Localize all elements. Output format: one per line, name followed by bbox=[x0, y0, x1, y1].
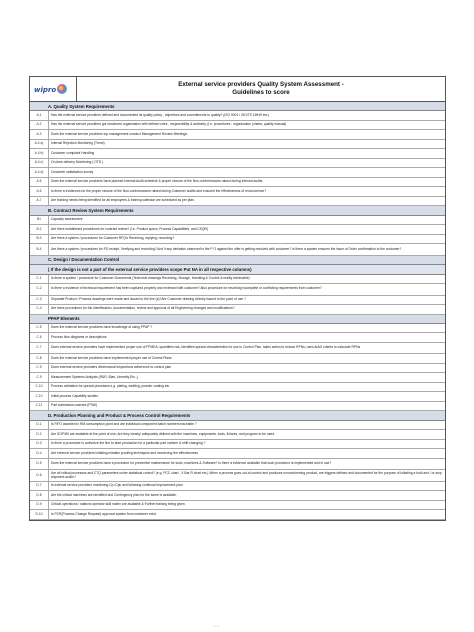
question-code: D.5 bbox=[30, 459, 49, 470]
logo-flower-icon bbox=[57, 84, 67, 94]
question-text: Is there a evidences for the proper closure of the Non-conformances raised during Customer audits and ensured the effectiveness of reoccurrence? bbox=[51, 188, 267, 193]
question-code: D.4 bbox=[30, 449, 49, 458]
question-text: Is there a system / procedure for Customer Documents (Technical drawings Receiving, Storage, Handling & Control & reality retrievable) bbox=[51, 275, 250, 280]
section-heading: A. Quality System Requirements bbox=[30, 102, 445, 111]
question-row bbox=[30, 430, 445, 440]
question-code: A.1 bbox=[30, 111, 49, 120]
question-row bbox=[30, 111, 445, 121]
question-code: C.5 bbox=[30, 324, 49, 333]
document-title bbox=[77, 77, 445, 101]
question-row bbox=[30, 275, 445, 285]
question-row bbox=[30, 178, 445, 188]
question-code: C.8 bbox=[30, 354, 49, 363]
question-text: Has the external service providers got structured organization with defined roles , responsibility & authority. (i.e. procedures , organization (charts, quality manual) bbox=[51, 122, 287, 127]
question-text: Are there a system / procedures for PO receipt, Verifying and recording? And if any deviation observed in the P O against the offer is getting resolved with customer? Is there a system ensures the issue of Order confirmation to the customer? bbox=[51, 246, 402, 251]
question-code: D.8 bbox=[30, 491, 49, 500]
question-row bbox=[30, 324, 445, 334]
question-code: C.4 bbox=[30, 305, 49, 314]
question-row bbox=[30, 159, 445, 169]
question-code: C.7 bbox=[30, 343, 49, 354]
question-code: A.3 bbox=[30, 130, 49, 139]
question-row bbox=[30, 482, 445, 492]
question-code: D.1 bbox=[30, 421, 49, 430]
question-code: D.6 bbox=[30, 470, 49, 481]
page-indicator: 1 / 1 bbox=[214, 624, 220, 628]
question-row bbox=[30, 491, 445, 501]
question-row bbox=[30, 343, 445, 355]
title-row bbox=[30, 77, 445, 102]
question-row bbox=[30, 354, 445, 364]
question-code: B1 bbox=[30, 216, 49, 225]
title-line-2: Guidelines to score bbox=[232, 88, 290, 96]
question-text: Critical operations / stations operator skill matrix are available & Further training being given. bbox=[51, 502, 186, 507]
question-text: Is there a evidence of technical requirement has been captured properly and reviewed with customer? Also procedure for resolving incomplete or conflicting requirements from customer? bbox=[51, 286, 322, 291]
question-text: Separate Product / Process drawings were made and issued to the line (s)?Are Customer drawing directly issued to the point of use ? bbox=[51, 296, 246, 301]
sections-container bbox=[30, 102, 445, 520]
question-code: D.3 bbox=[30, 440, 49, 449]
question-code: A.4 b) bbox=[30, 149, 49, 158]
question-text: Does the external service providers have knowledge of using PPAP ? bbox=[51, 325, 153, 330]
question-text: Is PCR(Process Change Request) approval system from customer exist bbox=[51, 511, 156, 516]
question-text: Is FIFO awarded in RM consumption point and are individual component batch numbers traceable ? bbox=[51, 422, 197, 427]
question-text: Does external service providers have implemented proper use of PFMEA: quantities risk, identifies special characteristics for use in Control Plan, takes action to reduce RPNs; uses AIAG criteria to calculate RPNs bbox=[51, 345, 361, 350]
wipro-logo bbox=[34, 80, 70, 98]
question-row bbox=[30, 440, 445, 450]
question-code: A.2 bbox=[30, 121, 49, 130]
logo-text: wipro bbox=[34, 86, 57, 94]
logo-cell bbox=[30, 77, 77, 101]
section-heading: D. Production Planning and Product & Process Control Requirements bbox=[30, 411, 445, 420]
question-text: Are all critical processes and CTQ parameters under statistical control? (e.g. PCC chart , X Bar R chart etc.) When a process goes out-of-control and produces nonconforming product, are triggers defined and documented for the purpose of initiating a hold and / or stop shipment action? bbox=[51, 470, 442, 479]
question-row bbox=[30, 373, 445, 383]
question-text: Measurement Systems Analysis (R&R, Bias, Linearity Etc.,) bbox=[51, 374, 138, 379]
question-text: Are external service providers initiating mistake proofing techniques and monitoring the effectiveness bbox=[51, 450, 198, 455]
question-row bbox=[30, 501, 445, 511]
question-row bbox=[30, 305, 445, 315]
question-text: On-time delivery Monitoring ( OTD ) bbox=[51, 160, 104, 165]
question-row bbox=[30, 149, 445, 159]
question-text: Does the external service providers have a procedure for preventive maintenance for tools, machines & Software? Is there a evidence available that such procedure is implemented and in use? bbox=[51, 461, 332, 466]
question-text: Does external service providers dimensional inspections adherence to control plan bbox=[51, 365, 172, 370]
question-row bbox=[30, 168, 445, 178]
question-text: Has the external service providers defined and documented its quality policy , objectives and commitments to quality? (ISO 9001 / ISO/TS 16949 etc.) bbox=[51, 112, 270, 117]
question-code: A.7 bbox=[30, 197, 49, 206]
question-text: Capacity assessment bbox=[51, 217, 83, 222]
question-text: Are there procedures for the identification, documentation, review and approval of all Engineering changes and modifications? bbox=[51, 306, 235, 311]
question-text: Is external service providers monitoring Cp /Cpk and following continual improvement plan bbox=[51, 483, 183, 488]
question-text: Does the external service providers have planned Internal Audit schedule & proper closure of the Non-conformances raised during Internal audits. bbox=[51, 179, 264, 184]
question-row bbox=[30, 216, 445, 226]
question-row bbox=[30, 284, 445, 296]
question-row bbox=[30, 244, 445, 256]
question-code: A.4 a) bbox=[30, 140, 49, 149]
question-code: D.7 bbox=[30, 482, 49, 491]
question-code: D.10 bbox=[30, 510, 49, 519]
question-text: Are there a system / procedures for Customer RFQ's Receiving, replying, recording? bbox=[51, 236, 175, 241]
question-text: Process flow diagrams or descriptions bbox=[51, 334, 107, 339]
question-row bbox=[30, 187, 445, 197]
question-text: Are SOP/WI are available at the point of use; Are they clearly/ adequately defined with the machines, equipments, tools, fixtures, and program to be used. bbox=[51, 431, 275, 436]
question-text: Are there established procedures for contract review? (i.e. Product specs, Process Capabilities, and CSQR) bbox=[51, 226, 209, 231]
question-row bbox=[30, 225, 445, 235]
question-text: Is there a procedure to authorize the line to start production for a particular part number & shift changing ? bbox=[51, 441, 206, 446]
question-code: C.10 bbox=[30, 383, 49, 392]
question-row bbox=[30, 121, 445, 131]
question-text: Part submission warrant (PSW) bbox=[51, 403, 97, 408]
question-row bbox=[30, 197, 445, 207]
section-heading: C. Design / Documentation Control bbox=[30, 256, 445, 265]
question-code: B.3 bbox=[30, 235, 49, 244]
question-code: B.4 bbox=[30, 244, 49, 255]
question-text: Internal Rejection Monitoring (Trend) bbox=[51, 141, 105, 146]
question-row bbox=[30, 470, 445, 482]
question-text: Customer complaint Handling bbox=[51, 150, 95, 155]
question-text: Are training needs being identified for all employees & training calendar are scheduled as per plan. bbox=[51, 198, 195, 203]
question-row bbox=[30, 421, 445, 431]
question-code: D.9 bbox=[30, 501, 49, 510]
question-code: C.9 bbox=[30, 373, 49, 382]
question-code: A.5 bbox=[30, 178, 49, 187]
question-code: B.2 bbox=[30, 225, 49, 234]
question-row bbox=[30, 296, 445, 306]
question-row bbox=[30, 140, 445, 150]
question-code: C.9 bbox=[30, 364, 49, 373]
question-text: Process validation for special processes e.g. plating, welding, powder coating etc. bbox=[51, 384, 171, 389]
question-text: Customer satisfaction survey bbox=[51, 169, 94, 174]
question-text: Initial process Capability studies bbox=[51, 393, 98, 398]
question-row bbox=[30, 510, 445, 520]
question-text: Does the external service providers have implemented proper use of Control Plans bbox=[51, 355, 172, 360]
question-code: A.4 d) bbox=[30, 168, 49, 177]
question-code: C.10 bbox=[30, 392, 49, 401]
question-row bbox=[30, 383, 445, 393]
question-code: A.4 c) bbox=[30, 159, 49, 168]
section-subheading: ( If the design is not a part of the external service providers scope Put NA in all respective columns) bbox=[30, 265, 445, 274]
question-row bbox=[30, 333, 445, 343]
section-heading: PPAP Elements bbox=[30, 315, 445, 324]
question-row bbox=[30, 392, 445, 402]
question-code: C.6 bbox=[30, 333, 49, 342]
question-row bbox=[30, 364, 445, 374]
question-code: C.1 bbox=[30, 275, 49, 284]
question-row bbox=[30, 130, 445, 140]
question-code: C.2 bbox=[30, 284, 49, 295]
assessment-sheet bbox=[29, 76, 446, 521]
title-line-1: External service providers Quality System Assessment - bbox=[178, 81, 344, 88]
question-code: C.11 bbox=[30, 402, 49, 411]
question-row bbox=[30, 235, 445, 245]
question-row bbox=[30, 459, 445, 471]
question-code: A.6 bbox=[30, 187, 49, 196]
question-text: Does the external service providers top management conduct Management Review Meetings. bbox=[51, 131, 188, 136]
question-text: Are the critical machines are identified and Contingency plan for the same is available. bbox=[51, 492, 177, 497]
question-row bbox=[30, 402, 445, 412]
section-heading: B. Contract Review System Requirements bbox=[30, 206, 445, 215]
question-row bbox=[30, 449, 445, 459]
question-code: C.3 bbox=[30, 296, 49, 305]
question-code: D.2 bbox=[30, 430, 49, 439]
